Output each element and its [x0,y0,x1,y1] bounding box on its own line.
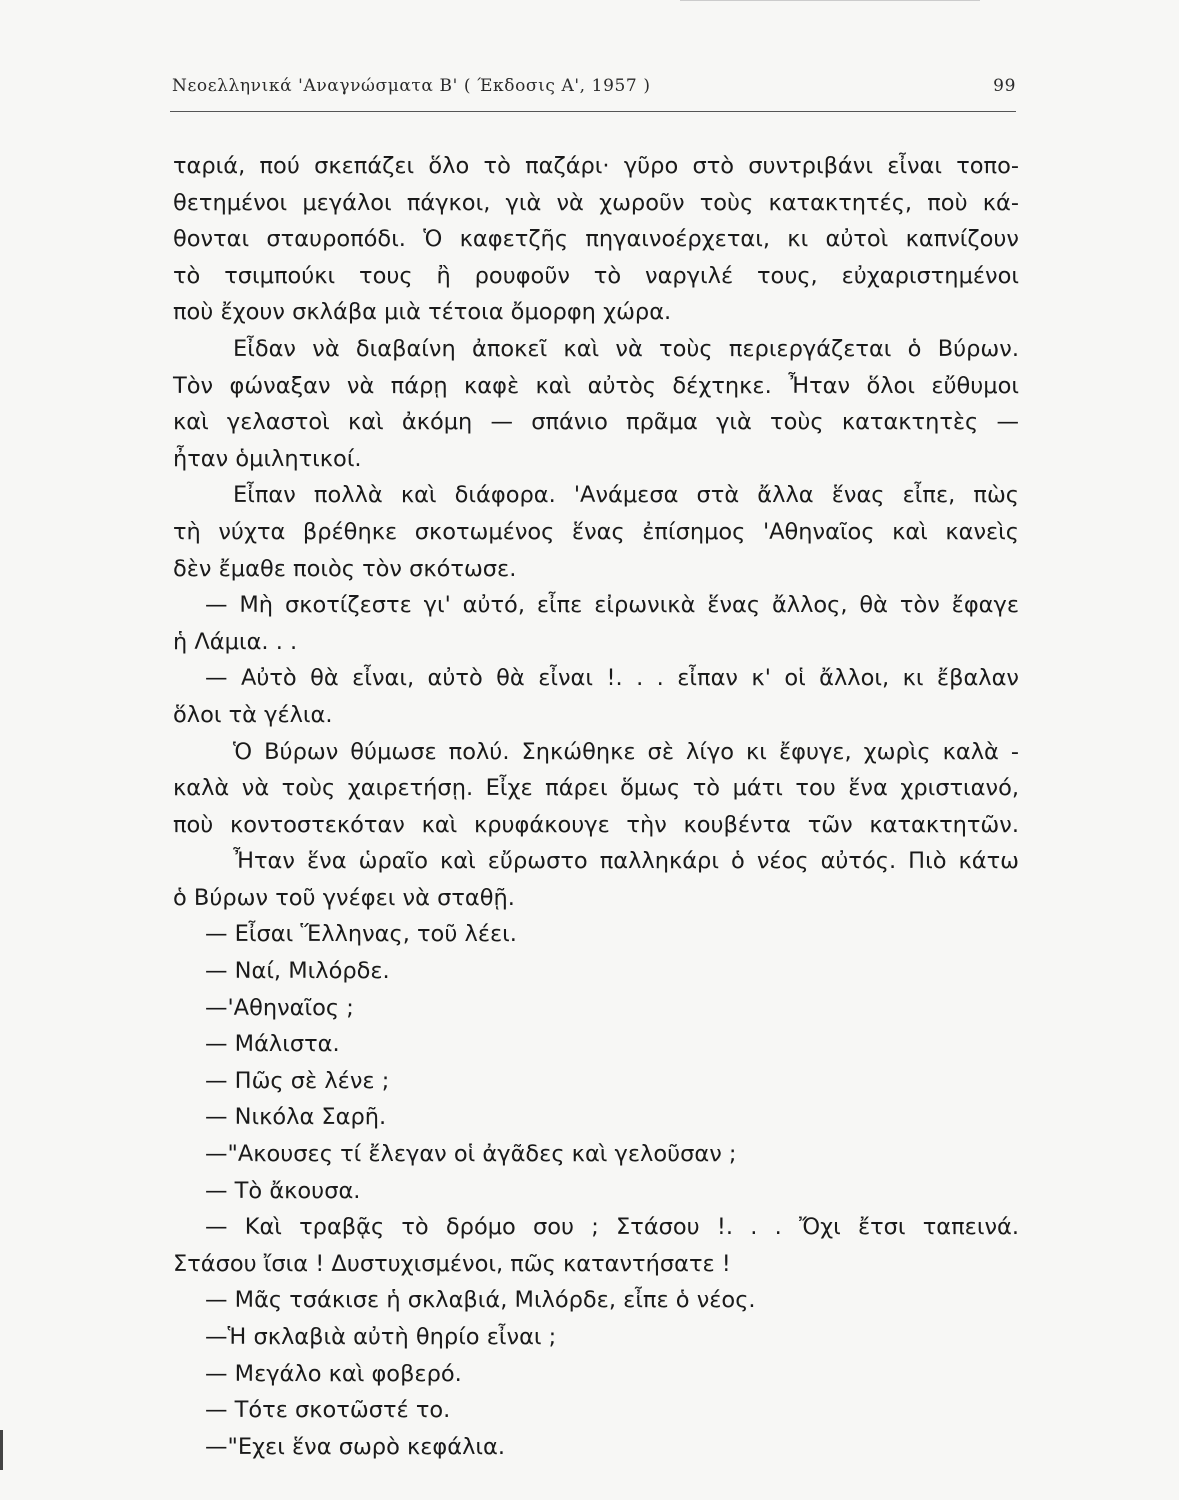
page-header [172,76,1016,106]
dialogue-line: —"Ακουσες τί ἔλεγαν οἱ ἀγᾶδες καὶ γελοῦσαν ; [205,1141,737,1168]
text-line: Ἦταν ἕνα ὡραῖο καὶ εὔρωστο παλληκάρι ὁ νέος αὐτός. Πιὸ κάτω [233,848,1019,875]
page-number: 99 [993,76,1016,96]
text-line: ἡ Λάμια. . . [173,628,298,655]
text-line: Τὸν φώναξαν νὰ πάρῃ καφὲ καὶ αὐτὸς δέχτηκε. Ἦταν ὅλοι εὔθυμοι [173,372,1019,399]
text-line: τὴ νύχτα βρέθηκε σκοτωμένος ἕνας ἐπίσημος 'Αθηναῖος καὶ κανεὶς [173,518,1019,545]
dialogue-line: —Ἡ σκλαβιὰ αὐτὴ θηρίο εἶναι ; [205,1324,557,1350]
text-line: ποὺ ἔχουν σκλάβα μιὰ τέτοια ὄμορφη χώρα. [173,299,672,326]
body-text [173,148,1023,1465]
text-line: ὁ Βύρων τοῦ γνέφει νὰ σταθῇ. [173,884,515,911]
dialogue-line: — Τότε σκοτῶστέ το. [205,1397,451,1424]
text-line: θετημένοι μεγάλοι πάγκοι, γιὰ νὰ χωροῦν τοὺς κατακτητές, ποὺ κά- [173,189,1019,216]
dialogue-line: — Μὴ σκοτίζεστε γι' αὐτό, εἶπε εἰρωνικὰ ἕνας ἄλλος, θὰ τὸν ἔφαγε [205,592,1019,619]
dialogue-line: — Ναί, Μιλόρδε. [205,958,390,985]
text-line: Εἶδαν νὰ διαβαίνη ἀποκεῖ καὶ νὰ τοὺς περιεργάζεται ὁ Βύρων. [233,335,1019,362]
text-line: θονται σταυροπόδι. Ὁ καφετζῆς πηγαινοέρχεται, κι αὐτοὶ καπνίζουν [173,226,1019,253]
dialogue-line: — Εἶσαι Ἕλληνας, τοῦ λέει. [205,921,517,948]
dialogue-line: — Νικόλα Σαρῆ. [205,1104,387,1131]
dialogue-line: — Πῶς σὲ λένε ; [205,1067,390,1094]
running-title: Νεοελληνικά 'Αναγνώσματα Β' ( Έκδοσις Α', 1957 ) [172,76,651,96]
text-line: ταριά, πού σκεπάζει ὅλο τὸ παζάρι· γῦρο στὸ συντριβάνι εἶναι τοπο- [173,153,1019,179]
text-line: Ὁ Βύρων θύμωσε πολύ. Σηκώθηκε σὲ λίγο κι ἔφυγε, χωρὶς καλὰ - [233,738,1019,765]
text-line: Στάσου ἴσια ! Δυστυχισμένοι, πῶς καταντήσατε ! [173,1250,731,1277]
dialogue-line: —'Αθηναῖος ; [205,994,354,1021]
dialogue-line: — Αὐτὸ θὰ εἶναι, αὐτὸ θὰ εἶναι !. . . εἶπαν κ' οἱ ἄλλοι, κι ἔβαλαν [205,665,1019,692]
header-rule [170,111,1016,112]
dialogue-line: — Καὶ τραβᾷς τὸ δρόμο σου ; Στάσου !. . . Ὄχι ἔτσι ταπεινά. [205,1214,1019,1241]
text-line: καλὰ νὰ τοὺς χαιρετήσῃ. Εἶχε πάρει ὅμως τὸ μάτι του ἕνα χριστιανό, [173,775,1019,802]
scan-edge-mark [0,1430,3,1470]
dialogue-line: — Μεγάλο καὶ φοβερό. [205,1360,462,1387]
text-line: ποὺ κοντοστεκόταν καὶ κρυφάκουγε τὴν κουβέντα τῶν κατακτητῶν. [173,811,1019,838]
text-line: Εἶπαν πολλὰ καὶ διάφορα. 'Ανάμεσα στὰ ἄλλα ἕνας εἶπε, πὼς [233,482,1019,509]
scan-mark [680,0,980,1]
text-line: ἦταν ὁμιλητικοί. [173,445,362,472]
text-line: δὲν ἔμαθε ποιὸς τὸν σκότωσε. [173,555,517,582]
dialogue-line: — Μάλιστα. [205,1031,340,1058]
dialogue-line: —"Εχει ἕνα σωρὸ κεφάλια. [205,1433,506,1460]
dialogue-line: — Μᾶς τσάκισε ἡ σκλαβιά, Μιλόρδε, εἶπε ὁ νέος. [205,1287,756,1314]
text-line: ὅλοι τὰ γέλια. [173,701,333,728]
text-line: τὸ τσιμπούκι τους ἢ ρουφοῦν τὸ ναργιλέ τους, εὐχαριστημένοι [173,262,1019,289]
dialogue-line: — Τὸ ἄκουσα. [205,1177,361,1204]
text-line: καὶ γελαστοὶ καὶ ἀκόμη — σπάνιο πρᾶμα γιὰ τοὺς κατακτητὲς — [173,409,1019,436]
